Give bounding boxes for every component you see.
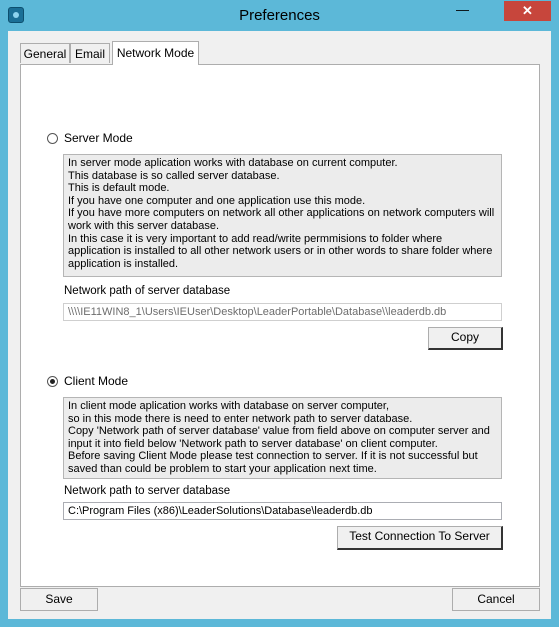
tab-general[interactable]: General <box>20 43 70 63</box>
minimize-button[interactable]: — <box>456 2 469 17</box>
server-mode-description <box>63 154 502 277</box>
description-line: This database is so called server database. <box>68 169 280 182</box>
description-line: In this case it is very important to add read/write permmisions to folder where application is installed to all other network users or in other words to share folder where application is installed. <box>68 232 493 270</box>
server-mode-label[interactable]: Server Mode <box>64 131 133 145</box>
dialog-body <box>8 31 551 619</box>
server-mode-radio-indicator[interactable] <box>47 133 58 144</box>
client-path-label: Network path to server database <box>64 485 231 497</box>
description-line: If you have more computers on network all other applications on network computers will work with this server database. <box>68 207 495 232</box>
description-line: so in this mode there is need to enter network path to server database. <box>68 412 413 425</box>
tab-network-mode[interactable]: Network Mode <box>112 41 199 65</box>
client-mode-radio[interactable] <box>47 374 167 390</box>
description-line: This is default mode. <box>68 182 170 195</box>
server-mode-radio[interactable] <box>47 131 167 147</box>
title-bar[interactable] <box>0 0 559 31</box>
test-connection-button[interactable]: Test Connection To Server <box>337 526 503 550</box>
client-mode-description <box>63 397 502 479</box>
server-path-field[interactable]: \\\\IE11WIN8_1\Users\IEUser\Desktop\LeaderPortable\Database\\leaderdb.db <box>63 303 502 321</box>
client-path-field[interactable]: C:\Program Files (x86)\LeaderSolutions\Database\leaderdb.db <box>63 502 502 520</box>
description-line: Copy 'Network path of server database' value from field above on computer server and input it into field below 'Network path to server database' on client computer. <box>68 425 490 450</box>
client-mode-label[interactable]: Client Mode <box>64 374 129 388</box>
description-line: In client mode aplication works with database on server computer, <box>68 400 389 412</box>
save-button[interactable]: Save <box>20 588 98 611</box>
description-line: In server mode aplication works with database on current computer. <box>68 157 398 169</box>
network-mode-panel <box>20 64 540 587</box>
description-line: Before saving Client Mode please test connection to server. If it is not successful but saved than could be problem to start your application next time. <box>68 450 478 475</box>
close-button[interactable]: ✕ <box>504 1 551 21</box>
client-mode-radio-indicator[interactable] <box>47 376 58 387</box>
tab-email[interactable]: Email <box>70 43 110 63</box>
description-line: If you have one computer and one application use this mode. <box>68 194 366 207</box>
cancel-button[interactable]: Cancel <box>452 588 540 611</box>
window-title: Preferences <box>239 7 320 24</box>
server-path-label: Network path of server database <box>64 285 231 297</box>
copy-button[interactable]: Copy <box>428 327 503 350</box>
